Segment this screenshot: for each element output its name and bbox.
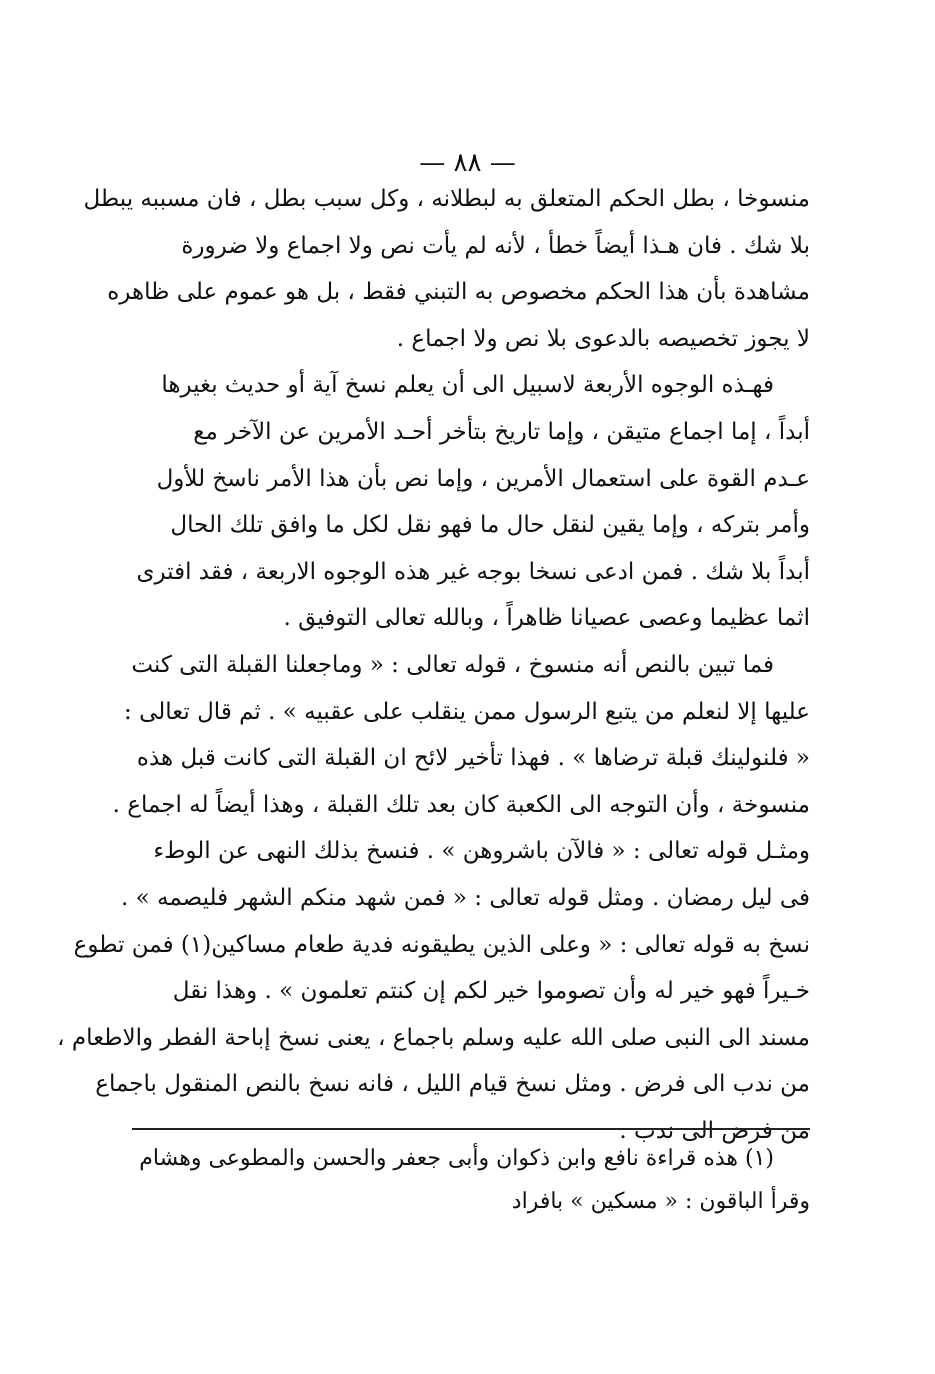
text-line: أبداً ، إما اجماع متيقن ، وإما تاريخ بتأخر أحـد الأمرين عن الآخر مع [193,418,810,445]
text-line: نسخ به قوله تعالى : « وعلى الذين يطيقونه فدية طعام مساكين(١) فمن تطوع [73,931,810,958]
text-line: مشاهدة بأن هذا الحكم مخصوص به التبني فقط ، بل هو عموم على ظاهره [107,279,810,306]
text-line: فما تبين بالنص أنه منسوخ ، قوله تعالى : « وماجعلنا القبلة التى كنت [131,651,774,678]
text-line: خـيراً فهو خير له وأن تصوموا خير لكم إن كنتم تعلمون » . وهذا نقل [172,978,810,1005]
text-line: من فرض الى ندب . [619,1117,810,1144]
text-line: من ندب الى فرض . ومثل نسخ قيام الليل ، فانه نسخ بالنص المنقول باجماع [95,1071,810,1098]
text-line: عـدم القوة على استعمال الأمرين ، وإما نص بأن هذا الأمر ناسخ للأول [156,465,810,492]
text-line: بلا شك . فان هـذا أيضاً خطأ ، لأنه لم يأت نص ولا اجماع ولا ضرورة [181,232,810,259]
text-line: منسوخة ، وأن التوجه الى الكعبة كان بعد تلك القبلة ، وهذا أيضاً له اجماع . [112,791,810,818]
page-number: — ٨٨ — [419,148,516,178]
text-line: اثما عظيما وعصى عصيانا ظاهراً ، وبالله تعالى التوفيق . [283,605,810,632]
text-line: ومثـل قوله تعالى : « فالآن باشروهن » . فنسخ بذلك النهى عن الوطء [153,838,810,865]
text-line: « فلنولينك قبلة ترضاها » . فهذا تأخير لائح ان القبلة التى كانت قبل هذه [136,745,810,772]
text-line: وأمر بتركه ، وإما يقين لنقل حال ما فهو نقل لكل ما وافق تلك الحال [170,512,810,539]
text-line: فهـذه الوجوه الأربعة لاسبيل الى أن يعلم نسخ آية أو حديث بغيرها [161,372,774,399]
text-line: منسوخا ، بطل الحكم المتعلق به لبطلانه ، وكل سبب بطل ، فان مسببه يبطل [83,186,810,212]
text-line: مسند الى النبى صلى الله عليه وسلم باجماع ، يعنى نسخ إباحة الفطر والاطعام ، [57,1024,810,1051]
footnotes [138,1137,810,1223]
body-text [57,176,810,1154]
footnote-divider [132,1128,810,1130]
footnote-line: (١) هذه قراءة نافع وابن ذكوان وأبى جعفر والحسن والمطوعى وهشام [139,1146,774,1171]
text-line: عليها إلا لنعلم من يتبع الرسول ممن ينقلب على عقبيه » . ثم قال تعالى : [124,698,810,725]
text-line: لا يجوز تخصيصه بالدعوى بلا نص ولا اجماع . [396,325,810,352]
footnote-line: وقرأ الباقون : « مسكين » بافراد [511,1189,810,1214]
text-line: فى ليل رمضان . ومثل قوله تعالى : « فمن شهد منكم الشهر فليصمه » . [120,884,810,911]
text-line: أبداً بلا شك . فمن ادعى نسخا بوجه غير هذه الوجوه الاربعة ، فقد افترى [136,558,810,585]
